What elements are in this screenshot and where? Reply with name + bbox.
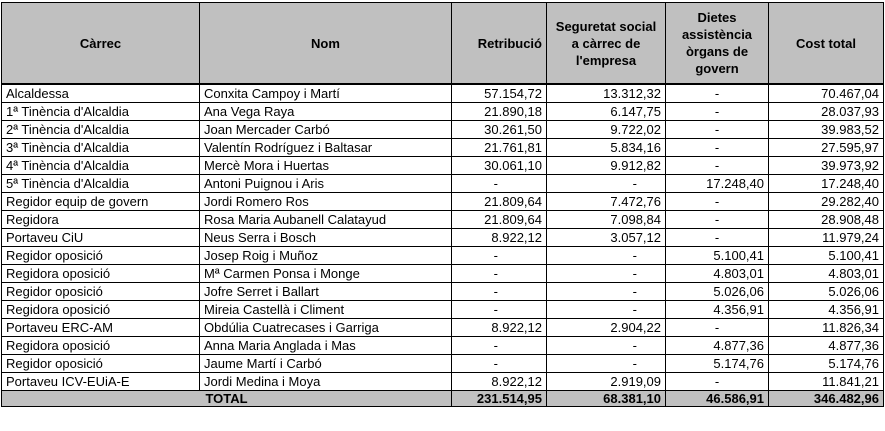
cell-carrec: Regidora	[2, 211, 200, 229]
table-row	[2, 355, 884, 373]
cell-seguretat-social: 3.057,12	[547, 229, 666, 247]
cell-seguretat-social: -	[547, 175, 666, 193]
table-row	[2, 301, 884, 319]
cell-seguretat-social: 9.912,82	[547, 157, 666, 175]
cell-retribucio: 30.061,10	[452, 157, 547, 175]
cell-carrec: 3ª Tinència d'Alcaldia	[2, 139, 200, 157]
cell-carrec: Regidor equip de govern	[2, 193, 200, 211]
cell-retribucio: -	[452, 175, 547, 193]
cell-cost-total: 11.979,24	[769, 229, 884, 247]
total-dietes: 46.586,91	[666, 391, 769, 407]
table-row	[2, 337, 884, 355]
cell-nom: Neus Serra i Bosch	[200, 229, 452, 247]
cell-seguretat-social: 2.904,22	[547, 319, 666, 337]
header-nom: Nom	[200, 3, 452, 85]
cell-nom: Mercè Mora i Huertas	[200, 157, 452, 175]
table-row	[2, 175, 884, 193]
total-label: TOTAL	[2, 391, 452, 407]
cell-nom: Mireia Castellà i Climent	[200, 301, 452, 319]
total-retribucio: 231.514,95	[452, 391, 547, 407]
header-seguretat-social: Seguretat social a càrrec de l'empresa	[547, 3, 666, 85]
cell-nom: Ana Vega Raya	[200, 103, 452, 121]
header-cost-total: Cost total	[769, 3, 884, 85]
cell-carrec: Regidor oposició	[2, 247, 200, 265]
cell-carrec: Regidora oposició	[2, 301, 200, 319]
cell-cost-total: 4.877,36	[769, 337, 884, 355]
cell-cost-total: 29.282,40	[769, 193, 884, 211]
cell-cost-total: 5.100,41	[769, 247, 884, 265]
cell-seguretat-social: 9.722,02	[547, 121, 666, 139]
table-row	[2, 157, 884, 175]
cell-dietes: 17.248,40	[666, 175, 769, 193]
cell-carrec: Alcaldessa	[2, 84, 200, 103]
cell-seguretat-social: -	[547, 265, 666, 283]
cell-cost-total: 5.026,06	[769, 283, 884, 301]
cell-dietes: -	[666, 319, 769, 337]
cell-retribucio: 21.761,81	[452, 139, 547, 157]
table-row	[2, 103, 884, 121]
header-dietes: Dietes assistència òrgans de govern	[666, 3, 769, 85]
cell-seguretat-social: 6.147,75	[547, 103, 666, 121]
cell-retribucio: 57.154,72	[452, 84, 547, 103]
header-row	[2, 3, 884, 85]
table-row	[2, 265, 884, 283]
cell-cost-total: 70.467,04	[769, 84, 884, 103]
header-retribucio: Retribució	[452, 3, 547, 85]
cell-retribucio: 8.922,12	[452, 229, 547, 247]
cell-dietes: 5.174,76	[666, 355, 769, 373]
cell-cost-total: 5.174,76	[769, 355, 884, 373]
table-row	[2, 283, 884, 301]
cell-cost-total: 11.841,21	[769, 373, 884, 391]
cell-nom: Jofre Serret i Ballart	[200, 283, 452, 301]
total-cost: 346.482,96	[769, 391, 884, 407]
cell-nom: Antoni Puignou i Aris	[200, 175, 452, 193]
table-row	[2, 193, 884, 211]
cell-cost-total: 4.803,01	[769, 265, 884, 283]
cell-nom: Valentín Rodríguez i Baltasar	[200, 139, 452, 157]
cell-nom: Mª Carmen Ponsa i Monge	[200, 265, 452, 283]
cell-seguretat-social: 2.919,09	[547, 373, 666, 391]
cell-retribucio: -	[452, 301, 547, 319]
cell-carrec: Regidor oposició	[2, 283, 200, 301]
cell-dietes: 4.877,36	[666, 337, 769, 355]
cell-retribucio: 21.809,64	[452, 193, 547, 211]
cell-carrec: Portaveu CiU	[2, 229, 200, 247]
cell-seguretat-social: -	[547, 283, 666, 301]
table-body	[2, 84, 884, 391]
cell-retribucio: -	[452, 265, 547, 283]
cell-dietes: -	[666, 211, 769, 229]
cell-retribucio: 21.809,64	[452, 211, 547, 229]
cell-cost-total: 11.826,34	[769, 319, 884, 337]
cell-retribucio: 30.261,50	[452, 121, 547, 139]
cell-cost-total: 28.908,48	[769, 211, 884, 229]
cell-retribucio: -	[452, 337, 547, 355]
cell-cost-total: 17.248,40	[769, 175, 884, 193]
cell-dietes: -	[666, 103, 769, 121]
cell-dietes: -	[666, 84, 769, 103]
cell-seguretat-social: -	[547, 337, 666, 355]
cell-cost-total: 27.595,97	[769, 139, 884, 157]
cell-nom: Jordi Medina i Moya	[200, 373, 452, 391]
cell-dietes: -	[666, 121, 769, 139]
cell-seguretat-social: 13.312,32	[547, 84, 666, 103]
cell-nom: Josep Roig i Muñoz	[200, 247, 452, 265]
table-row	[2, 211, 884, 229]
cell-retribucio: 8.922,12	[452, 373, 547, 391]
table-row	[2, 139, 884, 157]
cell-seguretat-social: -	[547, 301, 666, 319]
cell-dietes: 5.026,06	[666, 283, 769, 301]
cell-retribucio: -	[452, 247, 547, 265]
cell-dietes: 4.356,91	[666, 301, 769, 319]
table-row	[2, 319, 884, 337]
cell-dietes: 4.803,01	[666, 265, 769, 283]
cell-retribucio: -	[452, 355, 547, 373]
cell-carrec: Portaveu ERC-AM	[2, 319, 200, 337]
cell-dietes: -	[666, 193, 769, 211]
table-header	[2, 3, 884, 85]
cell-dietes: -	[666, 229, 769, 247]
total-row	[2, 391, 884, 407]
cell-seguretat-social: 7.098,84	[547, 211, 666, 229]
compensation-table-container	[1, 2, 884, 407]
cell-nom: Obdúlia Cuatrecases i Garriga	[200, 319, 452, 337]
cell-seguretat-social: -	[547, 355, 666, 373]
table-row	[2, 229, 884, 247]
cell-nom: Conxita Campoy i Martí	[200, 84, 452, 103]
cell-seguretat-social: -	[547, 247, 666, 265]
cell-seguretat-social: 5.834,16	[547, 139, 666, 157]
cell-dietes: -	[666, 139, 769, 157]
table-row	[2, 84, 884, 103]
total-seguretat-social: 68.381,10	[547, 391, 666, 407]
table-row	[2, 121, 884, 139]
cell-dietes: 5.100,41	[666, 247, 769, 265]
cell-retribucio: 8.922,12	[452, 319, 547, 337]
cell-nom: Rosa Maria Aubanell Calatayud	[200, 211, 452, 229]
compensation-table	[1, 2, 884, 407]
cell-carrec: Portaveu ICV-EUiA-E	[2, 373, 200, 391]
cell-nom: Joan Mercader Carbó	[200, 121, 452, 139]
cell-nom: Jaume Martí i Carbó	[200, 355, 452, 373]
cell-cost-total: 28.037,93	[769, 103, 884, 121]
header-carrec: Càrrec	[2, 3, 200, 85]
cell-retribucio: 21.890,18	[452, 103, 547, 121]
table-row	[2, 373, 884, 391]
cell-carrec: 1ª Tinència d'Alcaldia	[2, 103, 200, 121]
cell-cost-total: 4.356,91	[769, 301, 884, 319]
cell-carrec: 5ª Tinència d'Alcaldia	[2, 175, 200, 193]
cell-nom: Jordi Romero Ros	[200, 193, 452, 211]
cell-carrec: Regidor oposició	[2, 355, 200, 373]
cell-carrec: Regidora oposició	[2, 265, 200, 283]
cell-carrec: Regidora oposició	[2, 337, 200, 355]
cell-seguretat-social: 7.472,76	[547, 193, 666, 211]
cell-cost-total: 39.973,92	[769, 157, 884, 175]
cell-carrec: 4ª Tinència d'Alcaldia	[2, 157, 200, 175]
cell-cost-total: 39.983,52	[769, 121, 884, 139]
cell-nom: Anna Maria Anglada i Mas	[200, 337, 452, 355]
table-row	[2, 247, 884, 265]
cell-retribucio: -	[452, 283, 547, 301]
cell-dietes: -	[666, 157, 769, 175]
cell-carrec: 2ª Tinència d'Alcaldia	[2, 121, 200, 139]
cell-dietes: -	[666, 373, 769, 391]
